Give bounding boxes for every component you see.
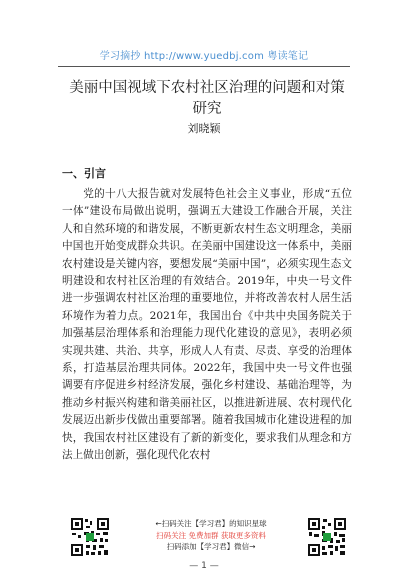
header-divider <box>58 66 350 67</box>
document-title: 美丽中国视域下农村社区治理的问题和对策研究 <box>69 80 345 117</box>
body-text <box>62 186 352 465</box>
qr-code-icon[interactable] <box>307 517 347 557</box>
promo-line-2: 扫码关注 免费加群 获取更多资料 <box>156 530 266 540</box>
promo-line-3: 扫码添加【学习君】微信→ <box>166 542 256 551</box>
qr-code-icon[interactable] <box>70 517 110 557</box>
footer-promo <box>120 518 302 553</box>
body-paragraph: 党的十八大报告就对发展特色社会主义事业，形成“五位一体”建设布局做出说明，强调五大建设工作融合开展，关注人和自然环境的和谐发展，不断更新农村生态文明理念，美丽中国也开始变成群众共识。在美丽中国建设这一体系中，美丽农村建设是关键内容，要想发展“美丽中国”，必须实现生态文明建设和农村社区治理的有效结合。2019年，中央一号文件进一步强调农村社区治理的重要地位，并将改善农村人居生活环境作为着力点。2021年，我国出台《中共中央国务院关于加强基层治理体系和治理能力现代化建设的意见》，表明必须实现共建、共治、共享，形成人人有责、尽责、享受的治理体系，打造基层治理共同体。2022年，我国中央一号文件也强调要有序促进乡村经济发展，强化乡村建设、基础治理等，为推动乡村振兴构建和谐美丽社区，以推进新进展、农村现代化发展迈出新步伐做出重要部署。随着我国城市化建设进程的加快，我国农村社区建设有了新的新变化，要求我们从理念和方法上做出创新，强化现代化农村 <box>62 188 352 462</box>
page-header <box>0 0 408 66</box>
section-heading: 一、引言 <box>62 167 106 180</box>
header-text: 学习摘抄 http://www.yuedbj.com 粤读笔记 <box>99 51 309 62</box>
promo-line-1: ←扫码关注【学习君】的知识星球 <box>155 519 267 528</box>
page-number: — 1 — <box>189 561 219 571</box>
author-name: 刘晓颖 <box>187 122 221 135</box>
